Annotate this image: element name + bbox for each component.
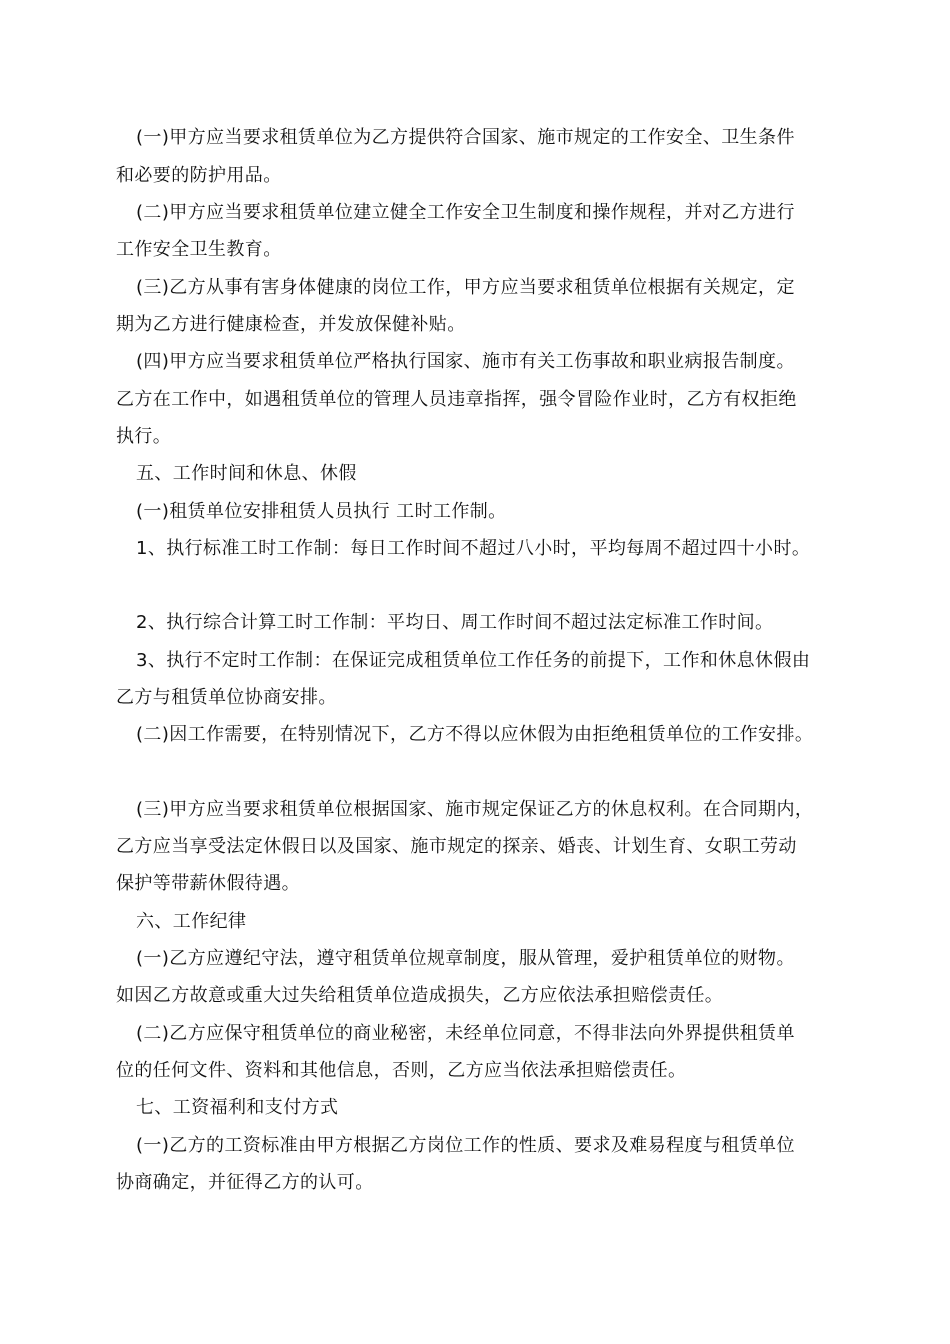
paragraph-line: (四)甲方应当要求租赁单位严格执行国家、施市有关工伤事故和职业病报告制度。 [136,351,795,372]
paragraph-line: (三)乙方从事有害身体健康的岗位工作，甲方应当要求租赁单位根据有关规定，定 [136,277,795,298]
paragraph-line: (二)因工作需要，在特别情况下，乙方不得以应休假为由拒绝租赁单位的工作安排。 [136,724,814,745]
paragraph-line: 位的任何文件、资料和其他信息，否则，乙方应当依法承担赔偿责任。 [116,1060,687,1081]
paragraph-line: (三)甲方应当要求租赁单位根据国家、施市规定保证乙方的休息权利。在合同期内， [136,799,814,820]
paragraph-line: 3、执行不定时工作制：在保证完成租赁单位工作任务的前提下，工作和休息休假由 [136,650,811,671]
paragraph-line: 执行。 [116,426,172,447]
paragraph-line: (一)租赁单位安排租赁人员执行 工时工作制。 [136,501,507,522]
paragraph-line: 1、执行标准工时工作制：每日工作时间不超过八小时，平均每周不超过四十小时。 [136,538,811,559]
paragraph-line: 乙方与租赁单位协商安排。 [116,687,337,708]
paragraph-line: 如因乙方故意或重大过失给租赁单位造成损失，乙方应依法承担赔偿责任。 [116,985,724,1006]
paragraph-line: 期为乙方进行健康检查，并发放保健补贴。 [116,314,466,335]
paragraph-line: 和必要的防护用品。 [116,165,282,186]
paragraph-line: 工作安全卫生教育。 [116,239,282,260]
paragraph-line: 2、执行综合计算工时工作制：平均日、周工作时间不超过法定标准工作时间。 [136,612,774,633]
paragraph-line: (一)乙方的工资标准由甲方根据乙方岗位工作的性质、要求及难易程度与租赁单位 [136,1135,795,1156]
paragraph-line: (一)乙方应遵纪守法，遵守租赁单位规章制度，服从管理，爱护租赁单位的财物。 [136,948,795,969]
paragraph-line: (二)乙方应保守租赁单位的商业秘密，未经单位同意，不得非法向外界提供租赁单 [136,1023,795,1044]
paragraph-line: (二)甲方应当要求租赁单位建立健全工作安全卫生制度和操作规程，并对乙方进行 [136,202,795,223]
paragraph-line: 协商确定，并征得乙方的认可。 [116,1172,374,1193]
section-heading: 六、工作纪律 [136,911,247,932]
section-heading: 五、工作时间和休息、休假 [136,463,357,484]
paragraph-line: 乙方在工作中，如遇租赁单位的管理人员违章指挥，强令冒险作业时，乙方有权拒绝 [116,389,797,410]
paragraph-line: (一)甲方应当要求租赁单位为乙方提供符合国家、施市规定的工作安全、卫生条件 [136,127,795,148]
paragraph-line: 保护等带薪休假待遇。 [116,873,300,894]
section-heading: 七、工资福利和支付方式 [136,1097,339,1118]
paragraph-line: 乙方应当享受法定休假日以及国家、施市规定的探亲、婚丧、计划生育、女职工劳动 [116,836,797,857]
